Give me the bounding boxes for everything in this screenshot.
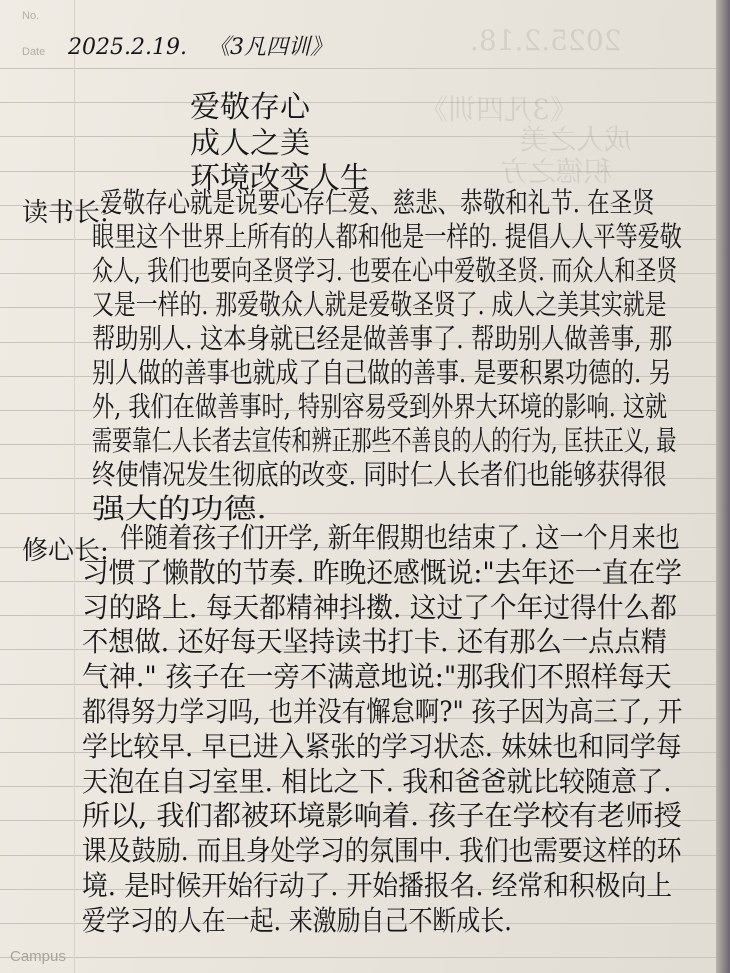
handwritten-line: 又是一样的. 那爱敬众人就是爱敬圣贤了. 成人之美其实就是 (92, 288, 667, 321)
entry-header (68, 30, 346, 61)
entry-date: 2025.2.19. (68, 35, 187, 60)
section-label-cultivation: 修心长: (22, 536, 109, 566)
motto-3: 环境改变人生 (190, 161, 370, 196)
page-edge (716, 0, 730, 973)
handwritten-line: 学比较早. 早已进入紧张的学习状态. 妹妹也和同学每 (82, 730, 682, 763)
handwritten-line: 境. 是时候开始行动了. 开始播报名. 经常和积极向上 (82, 869, 673, 902)
bleed-through-date: 2025.2.18. (470, 24, 622, 57)
handwritten-line: 习的路上. 每天都精神抖擞. 这过了个年过得什么都 (82, 591, 677, 624)
handwritten-line: 课及鼓励. 而且身处学习的氛围中. 我们也需要这样的环 (82, 834, 682, 867)
ruled-line (0, 957, 718, 958)
motto-2: 成人之美 (190, 126, 310, 161)
bleed-through-title: 《3凡四训》 (420, 93, 578, 126)
margin-line (74, 0, 75, 973)
handwritten-line: 不想做. 还好每天坚持读书打卡. 还有那么一点点精 (82, 625, 667, 658)
handwritten-line: 终使情况发生彻底的改变. 同时仁人长者们也能够获得很 (92, 458, 667, 491)
no-label: No. (22, 10, 40, 22)
motto-1: 爱敬存心 (190, 90, 310, 125)
handwritten-line: 都得努力学习吗, 也并没有懈怠啊?" 孩子因为高三了, 开 (82, 695, 683, 728)
handwritten-line: 天泡在自习室里. 相比之下. 我和爸爸就比较随意了. (82, 765, 672, 798)
handwritten-line: 外, 我们在做善事时, 特别容易受到外界大环境的影响. 这就 (92, 390, 668, 423)
handwritten-line: 气神." 孩子在一旁不满意地说:"那我们不照样每天 (82, 660, 672, 693)
brand-mark: Campus (10, 948, 66, 965)
date-label: Date (22, 46, 46, 58)
bleed-through-heading: 积德之方 (500, 155, 613, 188)
ruled-line (0, 102, 718, 103)
handwritten-line: 所以, 我们都被环境影响着. 孩子在学校有老师授 (82, 799, 682, 832)
handwritten-line: 伴随着孩子们开学, 新年假期也结束了. 这一个月来也 (120, 521, 680, 554)
bleed-through-motto: 成人之美 (520, 123, 633, 156)
section-label-reading: 读书长: (22, 198, 109, 228)
handwritten-line: 众人, 我们也要向圣贤学习. 也要在心中爱敬圣贤. 而众人和圣贤 (92, 254, 678, 287)
handwritten-line: 需要靠仁人长者去宣传和辨正那些不善良的人的行为, 匡扶正义, 最 (92, 424, 677, 457)
entry-title: 《3凡四训》 (207, 35, 332, 60)
handwritten-line: 眼里这个世界上所有的人都和他是一样的. 提倡人人平等爱敬 (92, 220, 682, 253)
handwritten-line: 习惯了懒散的节奏. 昨晚还感慨说:"去年还一直在学 (82, 556, 682, 589)
handwritten-line: 爱敬存心就是说要心存仁爱、慈悲、恭敬和礼节. 在圣贤 (100, 186, 655, 219)
handwritten-line: 爱学习的人在一起. 来激励自己不断成长. (82, 904, 512, 937)
ruled-line (0, 68, 718, 69)
handwritten-line: 别人做的善事也就成了自己做的善事. 是要积累功德的. 另 (92, 356, 672, 389)
handwritten-line: 强大的功德. (92, 492, 267, 525)
handwritten-line: 帮助别人. 这本身就已经是做善事了. 帮助别人做善事, 那 (92, 322, 673, 355)
